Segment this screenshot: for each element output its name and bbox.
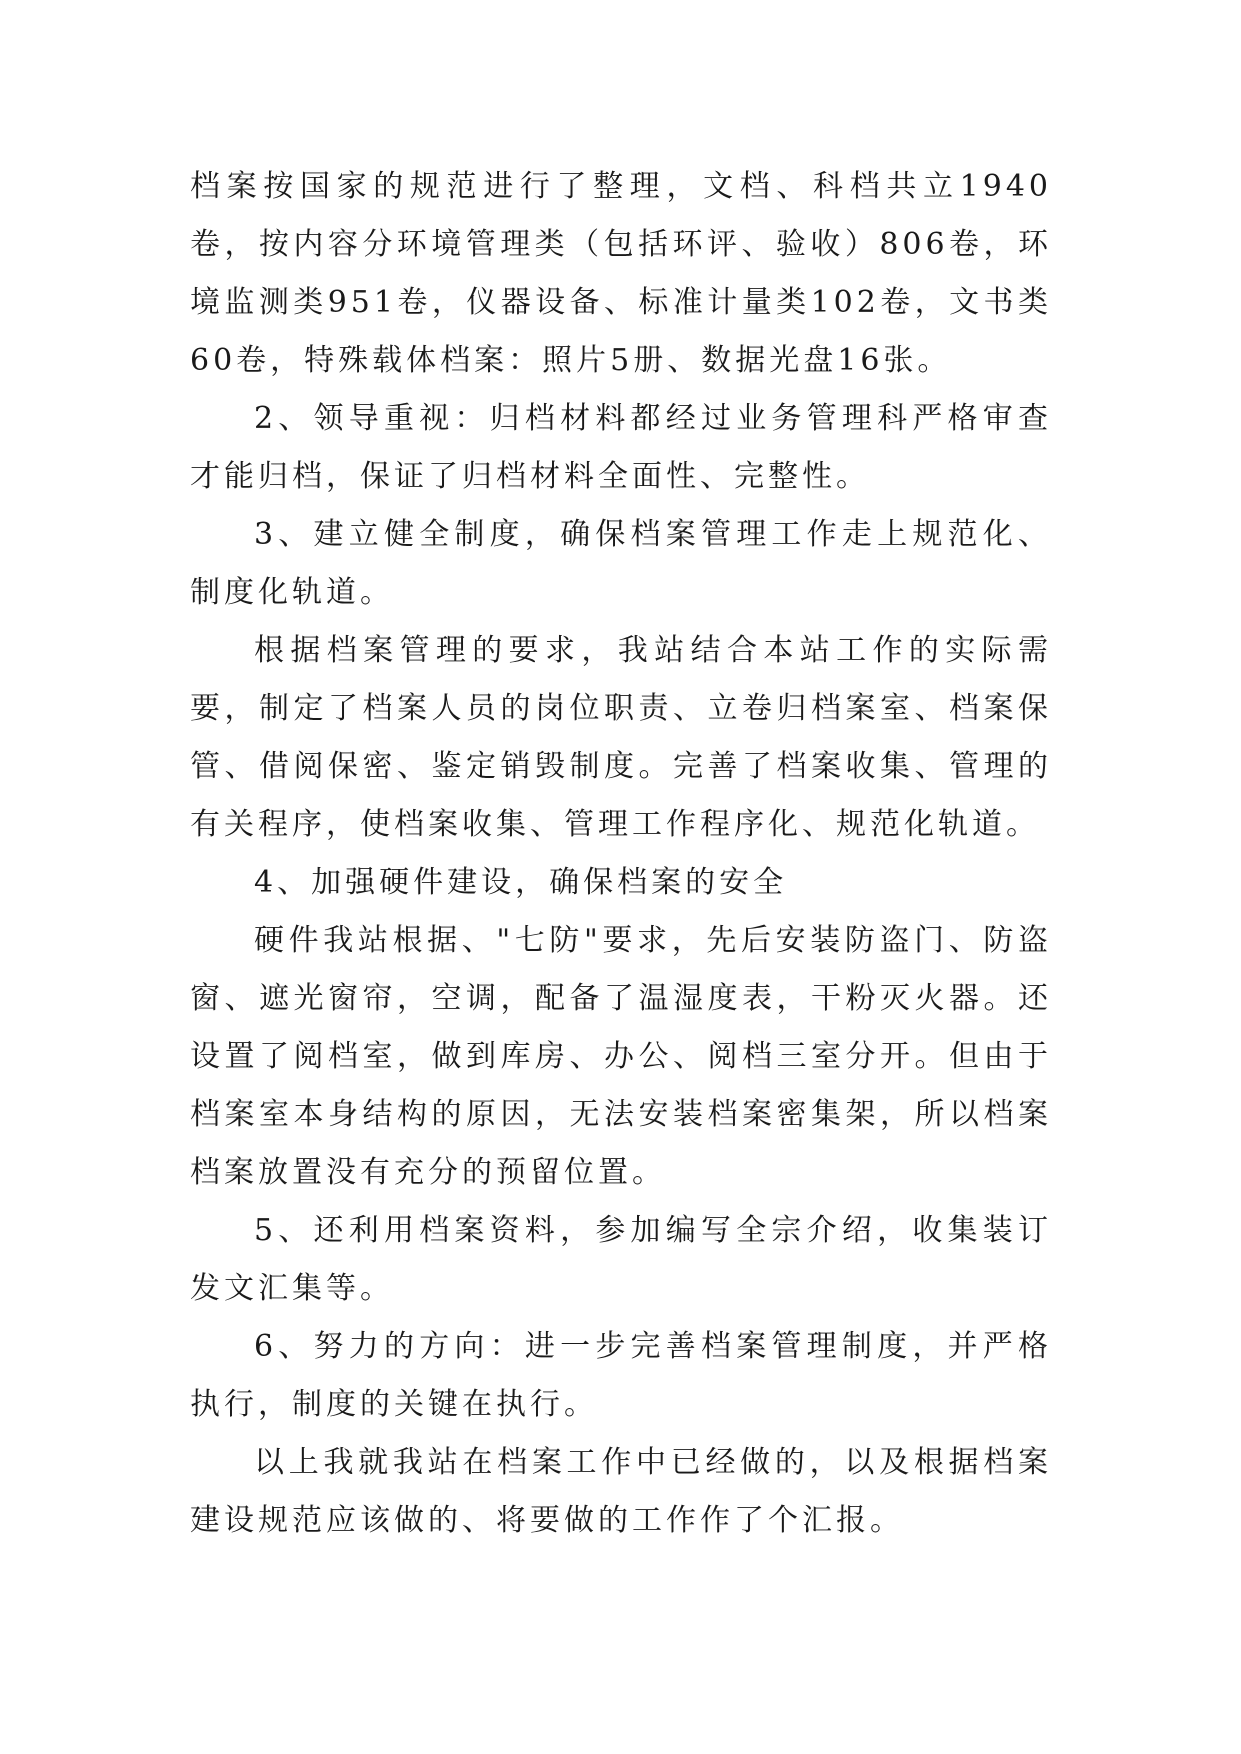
paragraph-leadership: 2、领导重视：归档材料都经过业务管理科严格审查才能归档，保证了归档材料全面性、完整性。	[190, 401, 1052, 494]
paragraph-requirements: 根据档案管理的要求，我站结合本站工作的实际需要，制定了档案人员的岗位职责、立卷归档案室、档案保管、借阅保密、鉴定销毁制度。完善了档案收集、管理的有关程序，使档案收集、管理工作程序化、规范化轨道。	[190, 633, 1052, 842]
paragraph-hardware-details: 硬件我站根据、"七防"要求，先后安装防盗门、防盗窗、遮光窗帘，空调，配备了温湿度表，干粉灭火器。还设置了阅档室，做到库房、办公、阅档三室分开。但由于档案室本身结构的原因，无法安装档案密集架，所以档案档案放置没有充分的预留位置。	[190, 923, 1052, 1190]
paragraph-archive-use: 5、还利用档案资料，参加编写全宗介绍，收集装订发文汇集等。	[190, 1213, 1052, 1306]
paragraph-hardware-heading: 4、加强硬件建设，确保档案的安全	[254, 865, 788, 900]
paragraph-archive-summary: 档案按国家的规范进行了整理，文档、科档共立1940卷，按内容分环境管理类（包括环评、验收）806卷，环境监测类951卷，仪器设备、标准计量类102卷，文书类60卷，特殊载体档案：照片5册、数据光盘16张。	[190, 169, 1052, 378]
paragraph-conclusion: 以上我就我站在档案工作中已经做的，以及根据档案建设规范应该做的、将要做的工作作了个汇报。	[190, 1445, 1052, 1538]
paragraph-direction: 6、努力的方向：进一步完善档案管理制度，并严格执行，制度的关键在执行。	[190, 1329, 1052, 1422]
document-body	[190, 158, 1052, 1550]
paragraph-system-building: 3、建立健全制度，确保档案管理工作走上规范化、制度化轨道。	[190, 517, 1052, 610]
